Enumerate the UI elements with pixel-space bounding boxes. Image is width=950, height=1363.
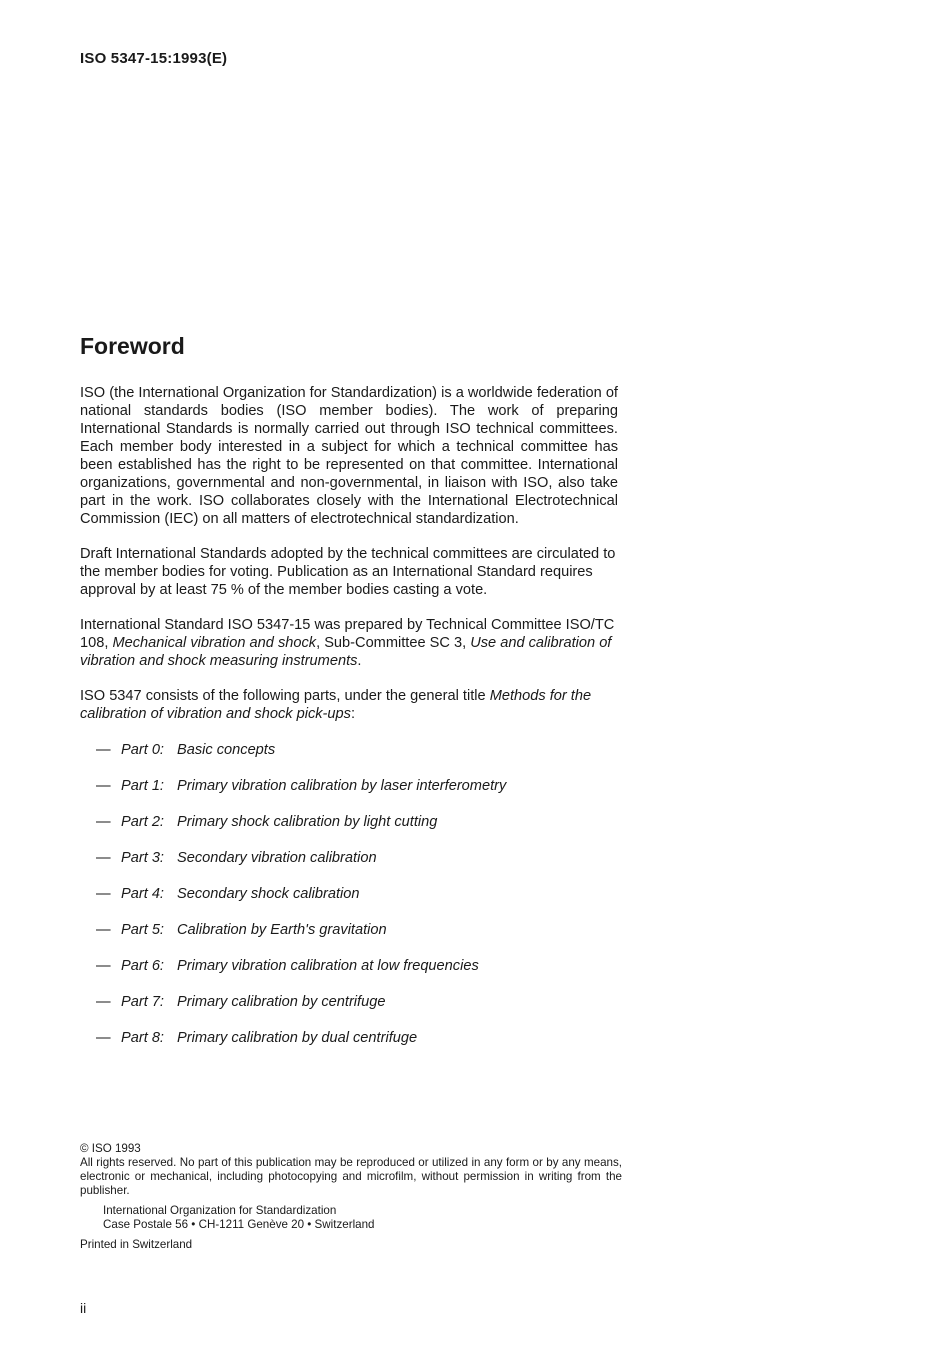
part-title: Primary shock calibration by light cutting xyxy=(177,814,438,830)
foreword-paragraph-4 xyxy=(80,687,618,723)
part-title: Basic concepts xyxy=(177,742,276,758)
list-dash: — xyxy=(96,886,111,902)
printed-in: Printed in Switzerland xyxy=(80,1238,193,1251)
list-item xyxy=(80,993,618,1029)
list-item xyxy=(80,849,618,885)
foreword-paragraph-1: ISO (the International Organization for Standardization) is a worldwide federation of national standards bodies (ISO member bodies). The work of preparing International Standards is normally carried out through ISO technical committees. Each member body interested in a subject for which a technical committee has been established has the right to be represented on that committee. International organizations, governmental and non-governmental, in liaison with ISO, also take part in the work. ISO collaborates closely with the International Electrotechnical Commission (IEC) on all matters of electrotechnical standardization. xyxy=(80,385,618,527)
part-title: Primary vibration calibration by laser interferometry xyxy=(177,778,507,794)
list-dash: — xyxy=(96,994,111,1010)
part-number: Part 1: xyxy=(121,778,164,794)
document-id-header: ISO 5347-15:1993(E) xyxy=(80,50,228,67)
list-dash: — xyxy=(96,742,111,758)
general-title: Methods for the calibration of vibration and shock pick-ups xyxy=(80,688,592,722)
publisher-postal-address: Case Postale 56 • CH-1211 Genève 20 • Switzerland xyxy=(103,1218,375,1231)
list-item xyxy=(80,1029,618,1065)
subcommittee-title: Use and calibration of vibration and shock measuring instruments xyxy=(80,635,612,669)
foreword-paragraph-2: Draft International Standards adopted by the technical committees are circulated to the member bodies for voting. Publication as an International Standard requires approval by at least 75 % of the member bodies casting a vote. xyxy=(80,546,616,598)
list-dash: — xyxy=(96,958,111,974)
part-title: Primary calibration by dual centrifuge xyxy=(177,1030,418,1046)
paragraph-3-text-1: International Standard ISO 5347-15 was prepared by Technical Committee ISO/TC 108, xyxy=(80,617,615,651)
part-title: Primary vibration calibration at low frequencies xyxy=(177,958,479,974)
publisher-address xyxy=(80,1204,622,1232)
part-number: Part 0: xyxy=(121,742,164,758)
part-title: Calibration by Earth's gravitation xyxy=(177,922,387,938)
part-title: Primary calibration by centrifuge xyxy=(177,994,386,1010)
part-number: Part 3: xyxy=(121,850,164,866)
part-number: Part 6: xyxy=(121,958,164,974)
copyright-notice: © ISO 1993 xyxy=(80,1142,141,1155)
part-number: Part 5: xyxy=(121,922,164,938)
foreword-body xyxy=(80,384,618,1065)
list-dash: — xyxy=(96,778,111,794)
list-dash: — xyxy=(96,922,111,938)
list-item xyxy=(80,957,618,993)
paragraph-4-text-2: : xyxy=(350,706,356,722)
paragraph-4-text-1: ISO 5347 consists of the following parts, under the general title xyxy=(80,688,490,704)
part-number: Part 7: xyxy=(121,994,164,1010)
page-number: ii xyxy=(80,1300,87,1316)
paragraph-3-text-2: , Sub-Committee SC 3, xyxy=(316,635,471,651)
list-dash: — xyxy=(96,850,111,866)
rights-statement: All rights reserved. No part of this publication may be reproduced or utilized in any form or by any means, electronic or mechanical, including photocopying and microfilm, without permission in writing from the publisher. xyxy=(80,1156,622,1197)
list-item xyxy=(80,885,618,921)
list-dash: — xyxy=(96,1030,111,1046)
paragraph-3-text-3: . xyxy=(357,653,362,669)
publisher-name: International Organization for Standardization xyxy=(103,1204,337,1217)
list-item xyxy=(80,921,618,957)
list-item xyxy=(80,813,618,849)
list-dash: — xyxy=(96,814,111,830)
part-number: Part 8: xyxy=(121,1030,164,1046)
foreword-title: Foreword xyxy=(80,333,185,359)
list-item xyxy=(80,777,618,813)
part-title: Secondary vibration calibration xyxy=(177,850,377,866)
parts-list xyxy=(80,741,618,1065)
foreword-paragraph-3 xyxy=(80,616,618,670)
list-item xyxy=(80,741,618,777)
part-number: Part 4: xyxy=(121,886,164,902)
part-title: Secondary shock calibration xyxy=(177,886,360,902)
part-number: Part 2: xyxy=(121,814,164,830)
committee-title: Mechanical vibration and shock xyxy=(112,635,317,651)
copyright-block xyxy=(80,1142,622,1252)
